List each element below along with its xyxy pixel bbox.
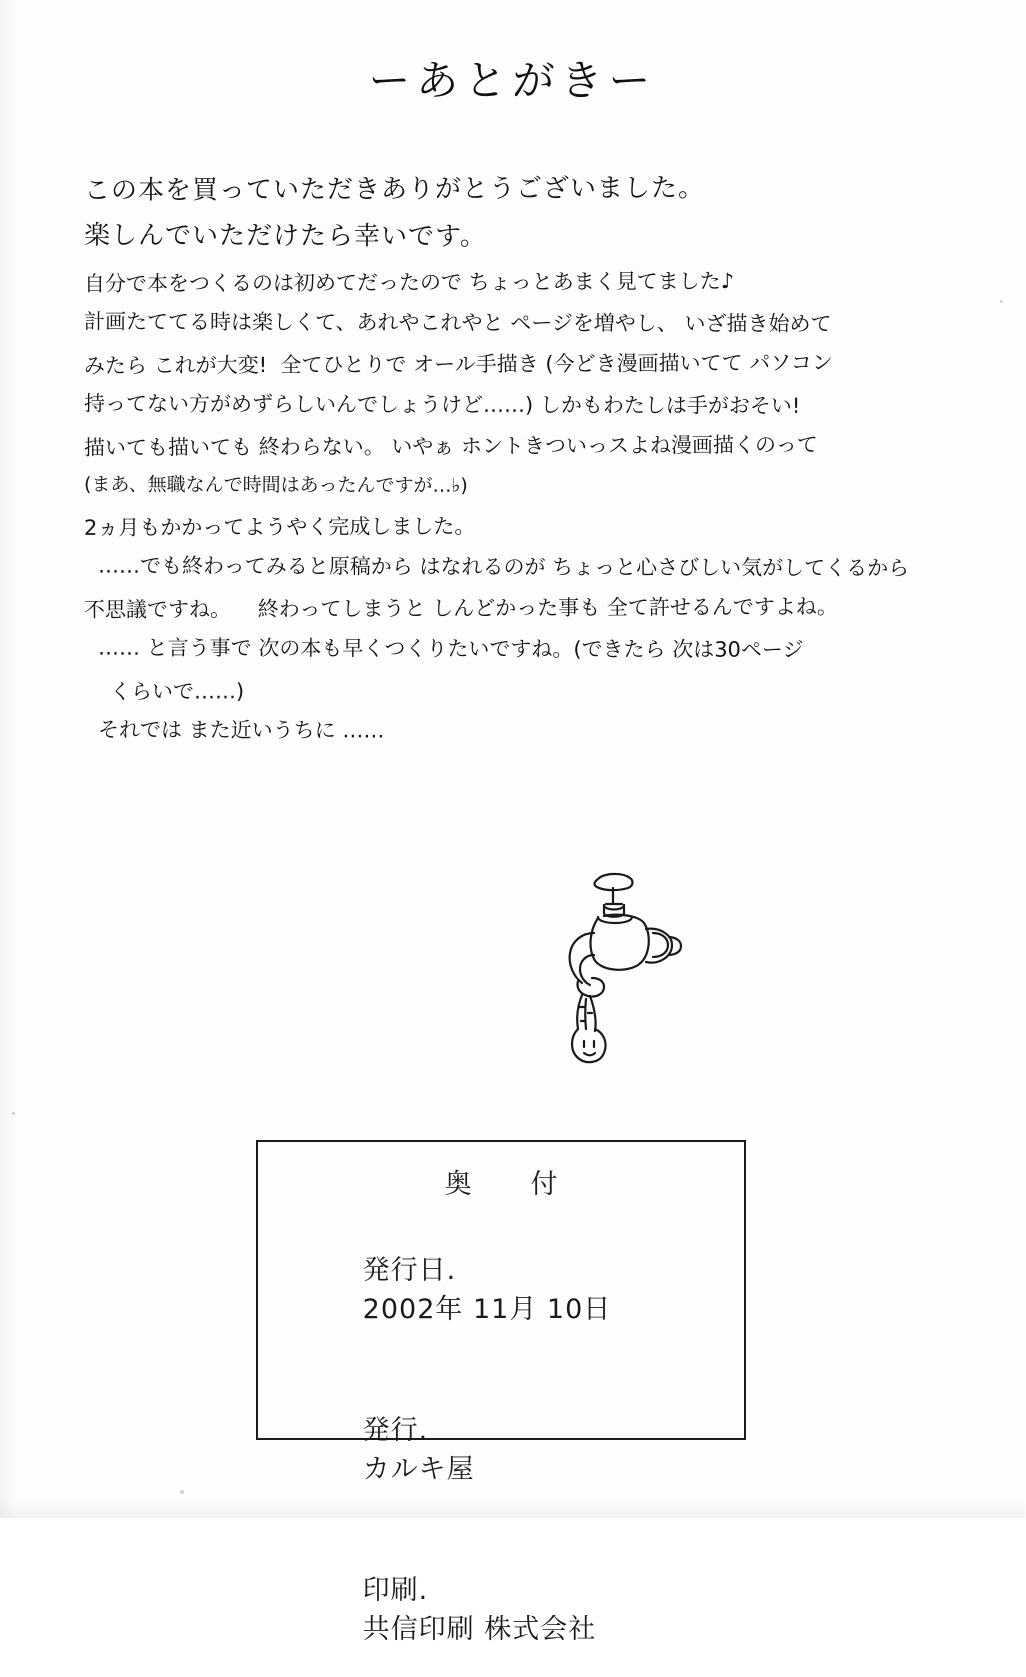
afterword-text-block <box>83 173 964 762</box>
colophon-rows <box>258 1217 744 1677</box>
afterword-line: (まあ、無職なんで時間はあったんですが…♭) <box>83 473 468 497</box>
colophon-row-value: カルキ屋 <box>362 1454 475 1485</box>
faucet-drawing <box>520 855 710 1070</box>
colophon-row-label: 印刷. <box>362 1575 429 1606</box>
afterword-line: 計画たててる時は楽しくて、あれやこれやと ページを増やし、 いざ描き始めて <box>83 309 832 336</box>
afterword-line: くらいで……) <box>109 679 245 704</box>
afterword-line: 自分で本をつくるのは初めてだったので ちょっとあまく見てました♪ <box>83 269 735 296</box>
colophon-box <box>256 1140 746 1645</box>
page-edge-shading-left <box>0 0 16 1518</box>
scan-speck <box>12 1112 15 1115</box>
colophon-row <box>286 1537 744 1677</box>
colophon-row <box>286 1377 744 1517</box>
afterword-line: それでは また近いうちに …… <box>97 717 385 743</box>
colophon-row-value: 共信印刷 株式会社 <box>362 1614 597 1645</box>
scan-speck <box>180 1490 184 1494</box>
colophon-row <box>286 1217 744 1357</box>
afterword-line: この本を買っていただきありがとうございました。 <box>83 173 706 206</box>
afterword-line: 持ってない方がめずらしいんでしょうけど……) しかもわたしは手がおそい! <box>83 391 801 418</box>
colophon-row-label: 発行日. <box>362 1255 457 1286</box>
scan-speck <box>1000 300 1003 303</box>
afterword-line: 2ヵ月もかかってようやく完成しました。 <box>83 514 476 540</box>
afterword-line: 不思議ですね。 終わってしまうと しんどかった事も 全て許せるんですよね。 <box>83 594 838 622</box>
colophon-row-value: 2002年 11月 10日 <box>362 1294 612 1325</box>
colophon-row-label: 発行. <box>362 1415 429 1446</box>
colophon-title: 奥 付 <box>444 1169 574 1200</box>
afterword-line: …… と言う事で 次の本も早くつくりたいですね。(できたら 次は30ページ <box>97 635 804 662</box>
afterword-line: 描いても描いても 終わらない。 いやぁ ホントきついっスよね漫画描くのって <box>83 432 818 460</box>
afterword-line: 楽しんでいただけたら幸いです。 <box>83 220 487 252</box>
afterword-line: ……でも終わってみると原稿から はなれるのが ちょっと心さびしい気がしてくるから <box>97 553 910 581</box>
afterword-line: みたら これが大変! 全てひとりで オール手描き (今どき漫画描いてて パソコン <box>83 350 833 378</box>
page-title: ーあとがきー <box>367 56 658 105</box>
